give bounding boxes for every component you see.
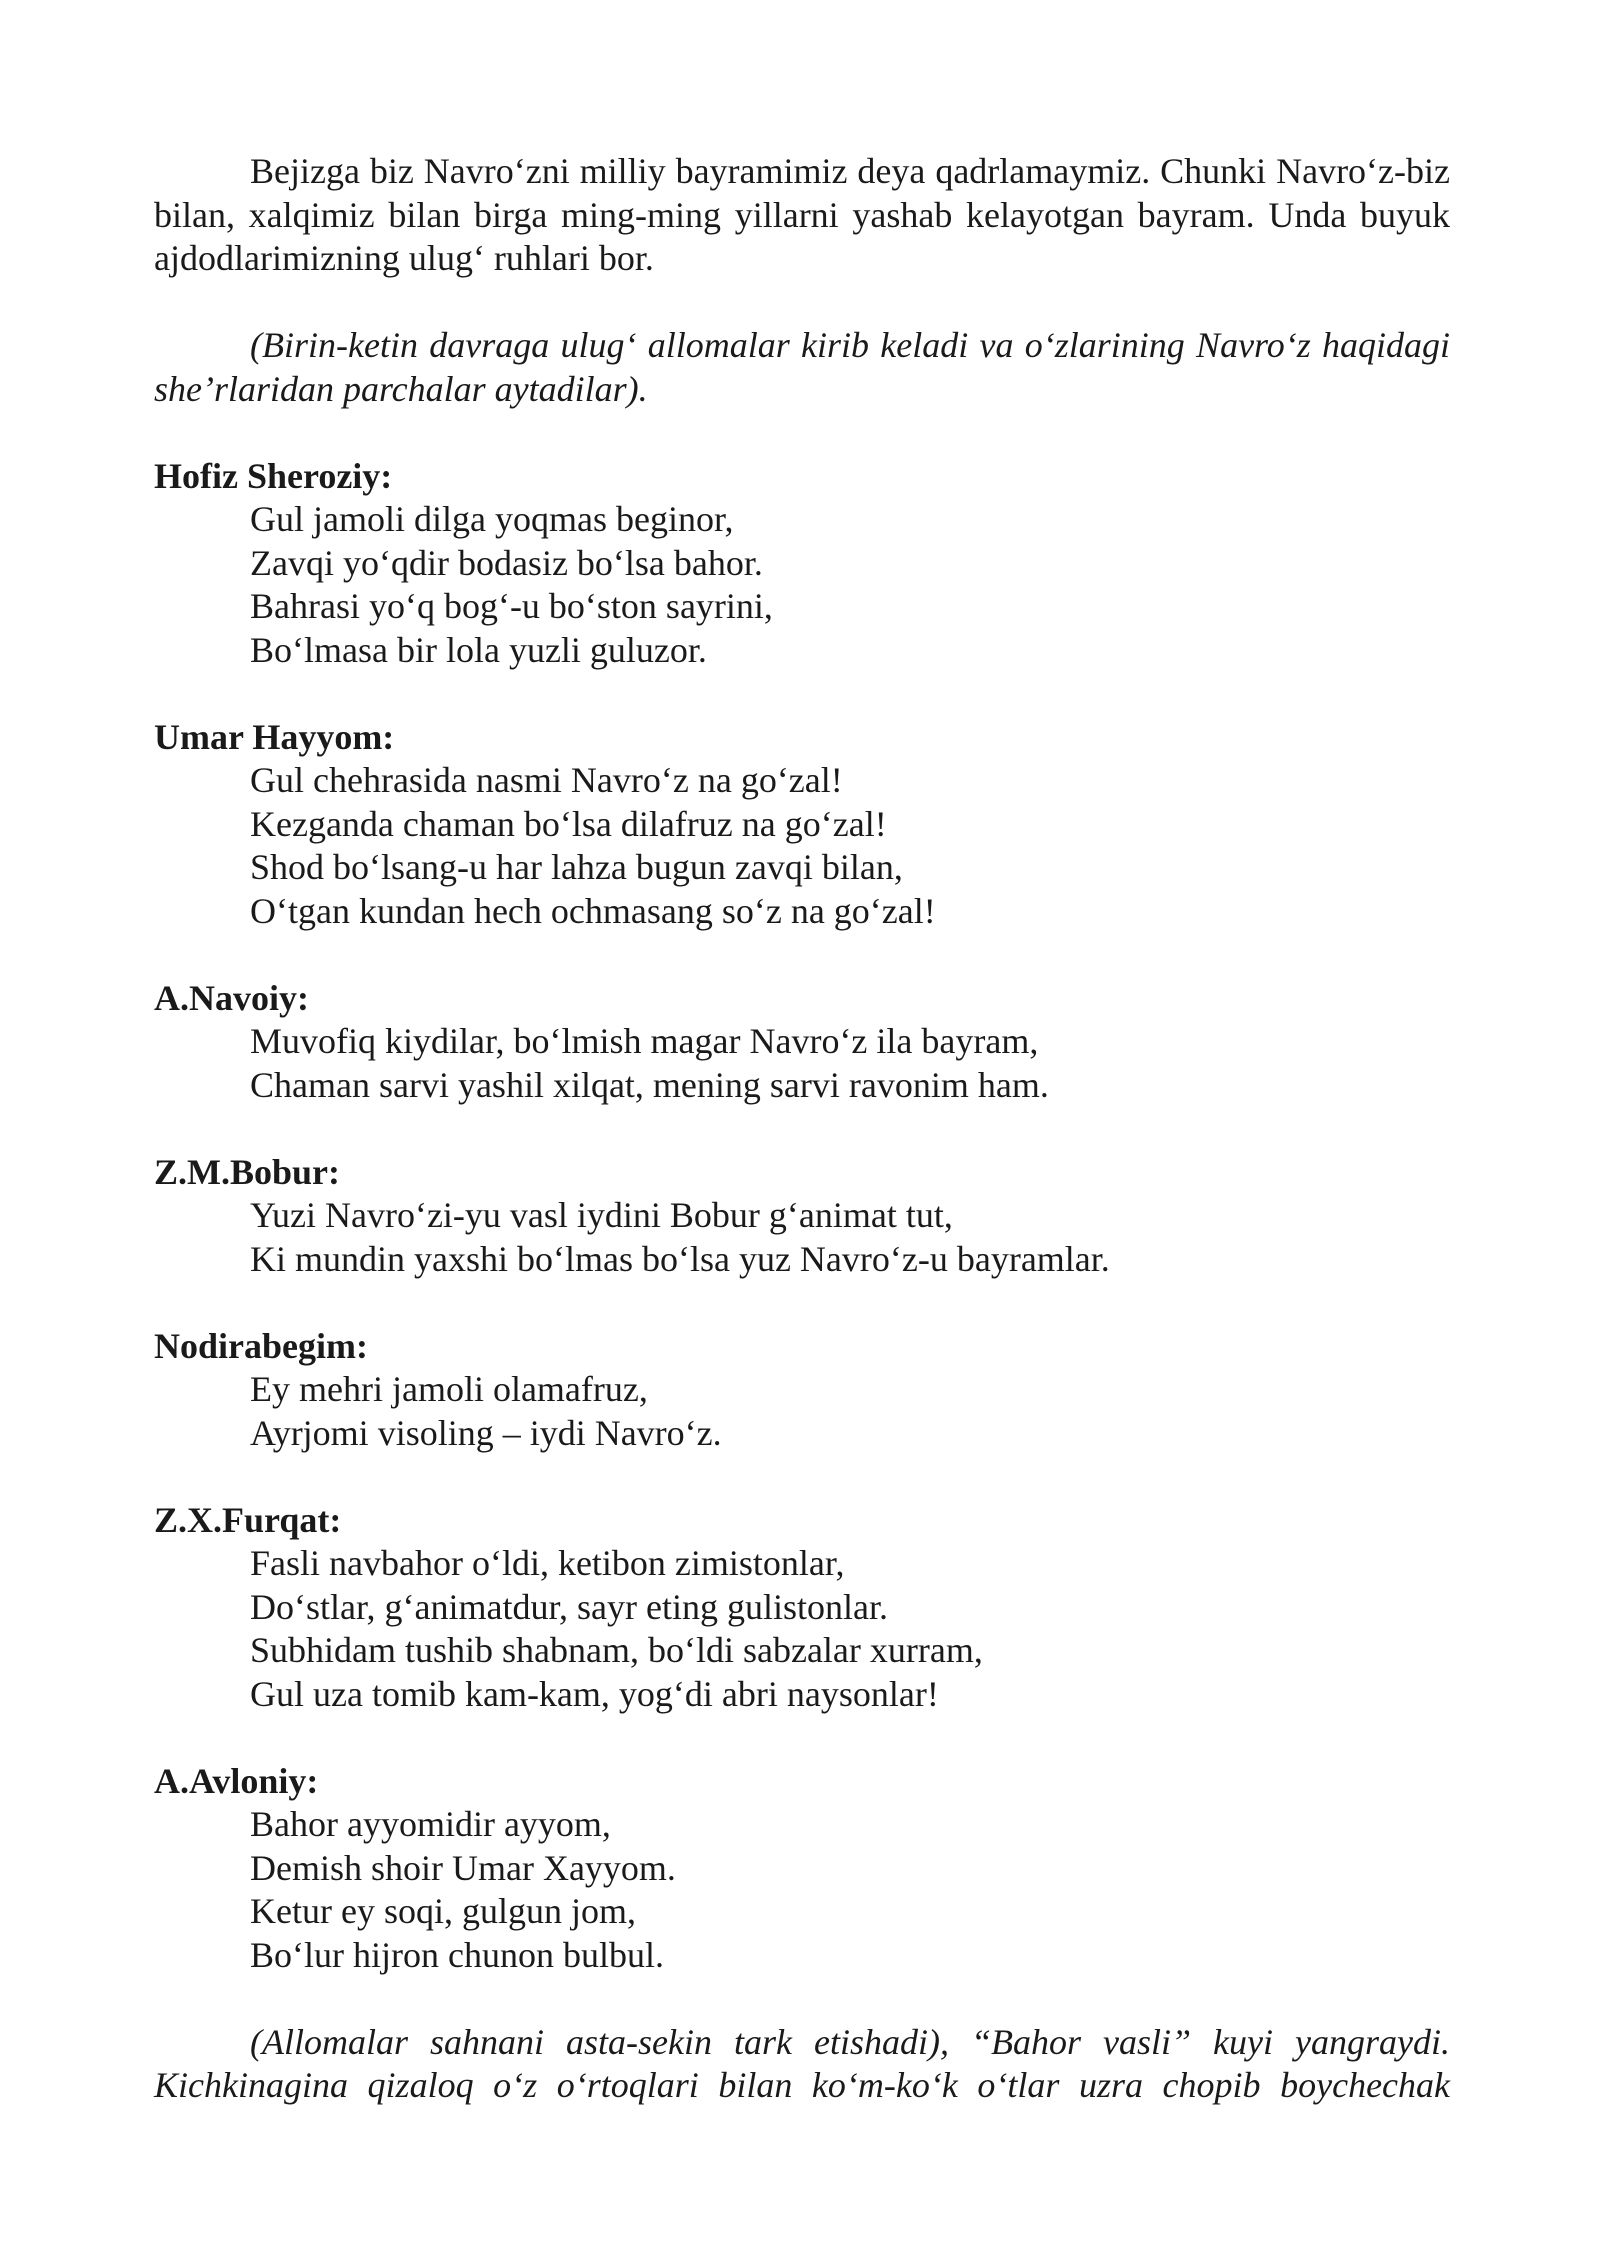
verse-line: Subhidam tushib shabnam, bo‘ldi sabzalar xurram,	[250, 1630, 983, 1670]
verse-line: Demish shoir Umar Xayyom.	[250, 1847, 676, 1888]
poem-verses	[154, 1542, 1450, 1716]
verse-line: Muvofiq kiydilar, bo‘lmish magar Navro‘z ila bayram,	[250, 1021, 1039, 1061]
poem-section-z-m-bobur	[154, 1151, 1450, 1282]
verse-line: Yuzi Navro‘zi-yu vasl iydini Bobur g‘animat tut,	[250, 1195, 953, 1235]
poem-section-hofiz-sheroziy	[154, 455, 1450, 673]
poem-section-nodirabegim	[154, 1325, 1450, 1456]
verse-line: Zavqi yo‘qdir bodasiz bo‘lsa bahor.	[250, 542, 763, 583]
verse-line: Chaman sarvi yashil xilqat, mening sarvi ravonim ham.	[250, 1064, 1049, 1105]
speaker-name: A.Navoiy:	[154, 977, 309, 1018]
verse-line: Bo‘lmasa bir lola yuzli guluzor.	[250, 629, 707, 670]
poem-verses	[154, 759, 1450, 933]
speaker-name: Nodirabegim:	[154, 1325, 368, 1366]
speaker-name: A.Avloniy:	[154, 1760, 319, 1801]
poem-section-a-navoiy	[154, 977, 1450, 1108]
poem-verses	[154, 1803, 1450, 1977]
verse-line: Ketur ey soqi, gulgun jom,	[250, 1891, 636, 1931]
verse-line: Kezganda chaman bo‘lsa dilafruz na go‘zal!	[250, 803, 887, 844]
speaker-name: Z.X.Furqat:	[154, 1499, 342, 1540]
speaker-name: Umar Hayyom:	[154, 716, 395, 757]
poem-verses	[154, 1194, 1450, 1281]
verse-line: Do‘stlar, g‘animatdur, sayr eting gulistonlar.	[250, 1586, 888, 1627]
speaker-name: Hofiz Sheroziy:	[154, 455, 393, 496]
poem-verses	[154, 498, 1450, 672]
closing-stage-direction-paragraph: (Allomalar sahnani asta-sekin tark etishadi), “Bahor vasli” kuyi yangraydi. Kichkinagina qizaloq o‘z o‘rtoqlari bilan ko‘m-ko‘k o‘tlar uzra chopib boychechak	[154, 2021, 1450, 2105]
verse-line: Bahor ayyomidir ayyom,	[250, 1804, 611, 1844]
verse-line: Gul uza tomib kam-kam, yog‘di abri naysonlar!	[250, 1673, 939, 1714]
poem-section-z-x-furqat	[154, 1499, 1450, 1717]
verse-line: Ki mundin yaxshi bo‘lmas bo‘lsa yuz Navro‘z-u bayramlar.	[250, 1238, 1110, 1279]
verse-line: Shod bo‘lsang-u har lahza bugun zavqi bilan,	[250, 847, 903, 887]
poem-section-a-avloniy	[154, 1760, 1450, 1978]
verse-line: O‘tgan kundan hech ochmasang so‘z na go‘zal!	[250, 890, 936, 931]
intro-paragraph: Bejizga biz Navro‘zni milliy bayramimiz deya qadrlamaymiz. Chunki Navro‘z-biz bilan, xalqimiz bilan birga ming-ming yillarni yashab kelayotgan bayram. Unda buyuk ajdodlarimizning ulug‘ ruhlari bor.	[154, 151, 1450, 278]
verse-line: Ayrjomi visoling – iydi Navro‘z.	[250, 1412, 722, 1453]
speaker-name: Z.M.Bobur:	[154, 1151, 341, 1192]
document-page	[154, 150, 1450, 2108]
verse-line: Fasli navbahor o‘ldi, ketibon zimistonlar,	[250, 1543, 845, 1583]
verse-line: Gul chehrasida nasmi Navro‘z na go‘zal!	[250, 760, 843, 800]
poem-verses	[154, 1020, 1450, 1107]
verse-line: Bo‘lur hijron chunon bulbul.	[250, 1934, 664, 1975]
stage-direction-paragraph: (Birin-ketin davraga ulug‘ allomalar kirib keladi va o‘zlarining Navro‘z haqidagi she’rlaridan parchalar aytadilar).	[154, 325, 1450, 409]
poem-section-umar-hayyom	[154, 716, 1450, 934]
verse-line: Bahrasi yo‘q bog‘-u bo‘ston sayrini,	[250, 586, 773, 626]
verse-line: Ey mehri jamoli olamafruz,	[250, 1369, 648, 1409]
poem-verses	[154, 1368, 1450, 1455]
verse-line: Gul jamoli dilga yoqmas beginor,	[250, 499, 734, 539]
